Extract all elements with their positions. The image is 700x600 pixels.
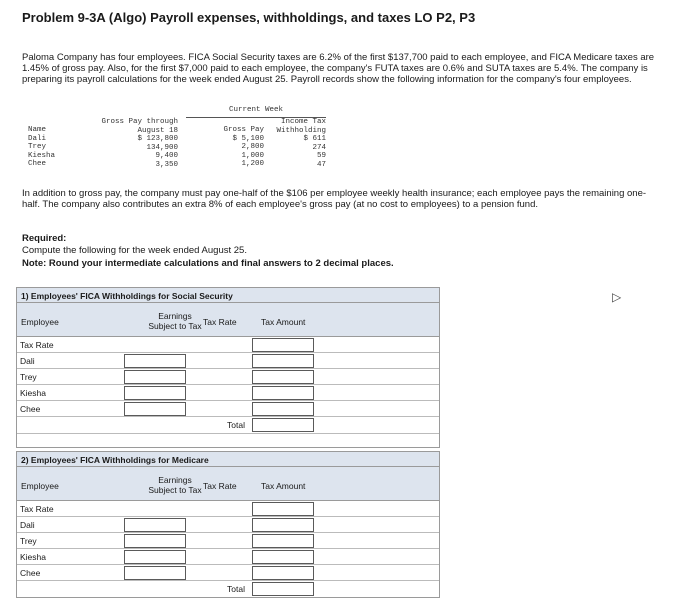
record-name: Kiesha: [28, 151, 56, 160]
name-header: Name: [28, 126, 47, 134]
record-tax: 59: [316, 152, 326, 161]
earnings-input[interactable]: [124, 566, 186, 580]
gross-through-header-1: Gross Pay through: [101, 118, 178, 126]
column-header-row: [17, 467, 439, 501]
tax-amount-input[interactable]: [252, 354, 314, 368]
col-earnings-2: Subject to Tax: [148, 485, 202, 495]
row-label: Dali: [20, 356, 35, 366]
row-label: Chee: [20, 568, 41, 578]
col-earnings-2: Subject to Tax: [148, 321, 202, 331]
column-header-row: [17, 303, 439, 337]
total-row: [17, 417, 439, 433]
col-tax-rate: Tax Rate: [203, 481, 237, 491]
tax-amount-input[interactable]: [252, 518, 314, 532]
medicare-section: [16, 451, 440, 598]
social-security-section: [16, 287, 440, 448]
row-label: Trey: [20, 536, 37, 546]
record-tax: 47: [316, 160, 326, 169]
record-name: Chee: [28, 160, 47, 169]
col-earnings-1: Earnings: [158, 475, 192, 485]
total-input[interactable]: [252, 418, 314, 432]
section-heading: 2) Employees' FICA Withholdings for Medicare: [17, 452, 439, 467]
earnings-input[interactable]: [124, 518, 186, 532]
tax-rate-input[interactable]: [252, 338, 314, 352]
record-pay: $ 5,100: [232, 134, 264, 143]
income-tax-column: [264, 118, 326, 170]
gross-through-column: [86, 118, 178, 170]
earnings-input[interactable]: [124, 534, 186, 548]
income-tax-header-2: Withholding: [276, 126, 326, 135]
row-label: Tax Rate: [20, 340, 54, 350]
total-label: Total: [227, 420, 245, 430]
table-row: [17, 369, 439, 385]
table-row: [17, 385, 439, 401]
gross-through-header-2: August 18: [137, 126, 178, 135]
tax-amount-input[interactable]: [252, 386, 314, 400]
col-tax-amount: Tax Amount: [261, 317, 306, 327]
record-pay: 1,000: [241, 151, 264, 160]
record-tax: $ 611: [303, 135, 326, 144]
total-row: [17, 581, 439, 597]
col-employee: Employee: [21, 317, 59, 327]
earnings-input[interactable]: [124, 370, 186, 384]
section-heading: 1) Employees' FICA Withholdings for Social Security: [17, 288, 439, 303]
tax-amount-input[interactable]: [252, 402, 314, 416]
tax-amount-input[interactable]: [252, 370, 314, 384]
record-gross: 3,350: [155, 160, 178, 169]
col-earnings-1: Earnings: [158, 311, 192, 321]
tax-amount-input[interactable]: [252, 534, 314, 548]
row-label: Chee: [20, 404, 41, 414]
income-tax-header-1: Income Tax: [280, 118, 326, 126]
rounding-note: Note: Round your intermediate calculations and final answers to 2 decimal places.: [22, 258, 394, 269]
record-tax: 274: [312, 143, 326, 152]
total-label: Total: [227, 584, 245, 594]
table-row: [17, 337, 439, 353]
tax-amount-input[interactable]: [252, 566, 314, 580]
row-label: Kiesha: [20, 388, 46, 398]
table-row: [17, 565, 439, 581]
problem-intro: Paloma Company has four employees. FICA Social Security taxes are 6.2% of the first $137,700 paid to each employee, and FICA Medicare taxes are 1.45% of gross pay. Also, for the first $7,000 paid to each employee, the company's FUTA taxes are 0.6% and SUTA taxes are 5.4%. The company is preparing its payroll calculations for the week ended August 25. Payroll records show the following information for the company's four employees.: [22, 52, 655, 85]
record-pay: 2,800: [241, 143, 264, 152]
earnings-input[interactable]: [124, 550, 186, 564]
record-name: Trey: [28, 143, 47, 152]
record-gross: 134,900: [146, 143, 178, 152]
compute-instruction: Compute the following for the week ended August 25.: [22, 245, 247, 256]
gross-pay-column: [186, 126, 264, 169]
col-employee: Employee: [21, 481, 59, 491]
table-row: [17, 501, 439, 517]
table-row: [17, 353, 439, 369]
name-column: [28, 126, 55, 169]
record-pay: 1,200: [241, 160, 264, 169]
col-tax-rate: Tax Rate: [203, 317, 237, 327]
record-gross: $ 123,800: [137, 135, 178, 144]
required-label: Required:: [22, 233, 67, 244]
page-title: Problem 9-3A (Algo) Payroll expenses, withholdings, and taxes LO P2, P3: [22, 10, 476, 25]
col-tax-amount: Tax Amount: [261, 481, 306, 491]
current-week-header: Current Week: [228, 106, 283, 114]
gross-pay-header: Gross Pay: [223, 126, 264, 134]
record-name: Dali: [28, 134, 47, 143]
row-label: Kiesha: [20, 552, 46, 562]
tax-rate-input[interactable]: [252, 502, 314, 516]
row-label: Trey: [20, 372, 37, 382]
row-label: Tax Rate: [20, 504, 54, 514]
earnings-input[interactable]: [124, 402, 186, 416]
table-row: [17, 549, 439, 565]
tax-amount-input[interactable]: [252, 550, 314, 564]
additional-info: In addition to gross pay, the company must pay one-half of the $106 per employee weekly health insurance; each employee pays the remaining one-half. The company also contributes an extra 8% of each employee's gross pay (at no cost to employees) to a pension fund.: [22, 188, 647, 210]
total-input[interactable]: [252, 582, 314, 596]
table-row: [17, 517, 439, 533]
record-gross: 9,400: [155, 152, 178, 161]
earnings-input[interactable]: [124, 354, 186, 368]
table-row: [17, 533, 439, 549]
table-row: [17, 401, 439, 417]
earnings-input[interactable]: [124, 386, 186, 400]
section-spacer: [17, 433, 439, 447]
mouse-cursor-icon: ▷: [612, 290, 622, 304]
row-label: Dali: [20, 520, 35, 530]
